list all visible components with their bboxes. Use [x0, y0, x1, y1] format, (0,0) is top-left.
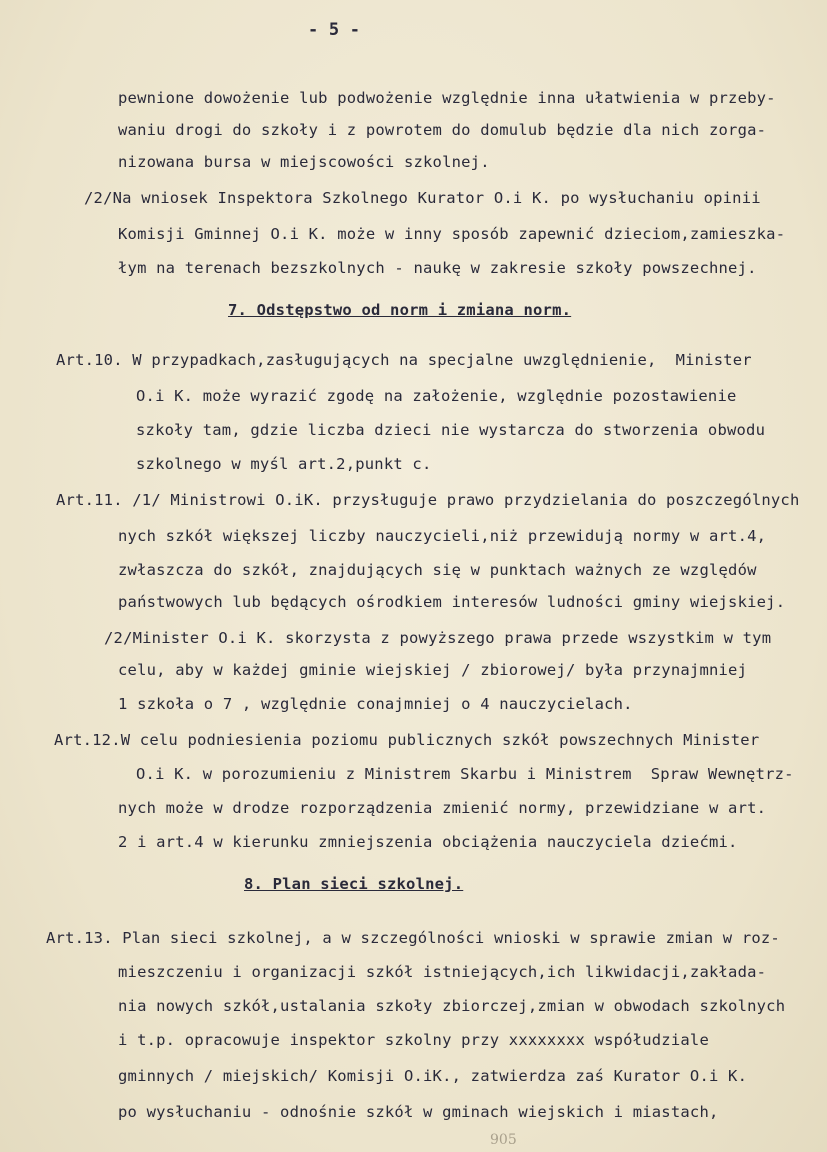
- text-line: zwłaszcza do szkół, znajdujących się w punktach ważnych ze względów: [118, 561, 757, 579]
- page-number: - 5 -: [308, 20, 361, 40]
- text-line: O.i K. może wyrazić zgodę na założenie, względnie pozostawienie: [136, 387, 737, 405]
- text-line: szkolnego w myśl art.2,punkt c.: [136, 455, 432, 473]
- archive-mark: 905: [490, 1132, 517, 1148]
- text-line: nych szkół większej liczby nauczycieli,niż przewidują normy w art.4,: [118, 527, 767, 545]
- article-line: Art.11. /1/ Ministrowi O.iK. przysługuje prawo przydzielania do poszczególnych: [56, 491, 800, 509]
- text-line: celu, aby w każdej gminie wiejskiej / zbiorowej/ była przynajmniej: [118, 661, 748, 679]
- text-line: nizowana bursa w miejscowości szkolnej.: [118, 153, 490, 171]
- article-line: Art.12.W celu podniesienia poziomu publicznych szkół powszechnych Minister: [54, 731, 760, 749]
- text-line: nych może w drodze rozporządzenia zmienić normy, przewidziane w art.: [118, 799, 767, 817]
- text-line: i t.p. opracowuje inspektor szkolny przy xxxxxxxx współudziale: [118, 1031, 709, 1049]
- text-line: państwowych lub będących ośrodkiem interesów ludności gminy wiejskiej.: [118, 593, 786, 611]
- text-line: /2/Na wniosek Inspektora Szkolnego Kurator O.i K. po wysłuchaniu opinii: [84, 189, 761, 207]
- text-line: mieszczeniu i organizacji szkół istniejących,ich likwidacji,zakłada-: [118, 963, 767, 981]
- text-line: gminnych / miejskich/ Komisji O.iK., zatwierdza zaś Kurator O.i K.: [118, 1067, 748, 1085]
- article-line: Art.13. Plan sieci szkolnej, a w szczególności wnioski w sprawie zmian w roz-: [46, 929, 780, 947]
- text-line: szkoły tam, gdzie liczba dzieci nie wystarcza do stworzenia obwodu: [136, 421, 766, 439]
- text-line: waniu drogi do szkoły i z powrotem do domulub będzie dla nich zorga-: [118, 121, 767, 139]
- article-line: Art.10. W przypadkach,zasługujących na specjalne uwzględnienie, Minister: [56, 351, 752, 369]
- section-heading: 8. Plan sieci szkolnej.: [244, 875, 464, 893]
- text-line: łym na terenach bezszkolnych - naukę w zakresie szkoły powszechnej.: [118, 259, 757, 277]
- text-line: /2/Minister O.i K. skorzysta z powyższego prawa przede wszystkim w tym: [104, 629, 772, 647]
- text-line: po wysłuchaniu - odnośnie szkół w gminach wiejskich i miastach,: [118, 1103, 719, 1121]
- text-line: pewnione dowożenie lub podwożenie względnie inna ułatwienia w przeby-: [118, 89, 776, 107]
- text-line: Komisji Gminnej O.i K. może w inny sposób zapewnić dzieciom,zamieszka-: [118, 225, 786, 243]
- text-line: 2 i art.4 w kierunku zmniejszenia obciążenia nauczyciela dziećmi.: [118, 833, 738, 851]
- section-heading: 7. Odstępstwo od norm i zmiana norm.: [228, 301, 572, 319]
- text-line: 1 szkoła o 7 , względnie conajmniej o 4 nauczycielach.: [118, 695, 633, 713]
- text-line: nia nowych szkół,ustalania szkoły zbiorczej,zmian w obwodach szkolnych: [118, 997, 786, 1015]
- text-line: O.i K. w porozumieniu z Ministrem Skarbu i Ministrem Spraw Wewnętrz-: [136, 765, 794, 783]
